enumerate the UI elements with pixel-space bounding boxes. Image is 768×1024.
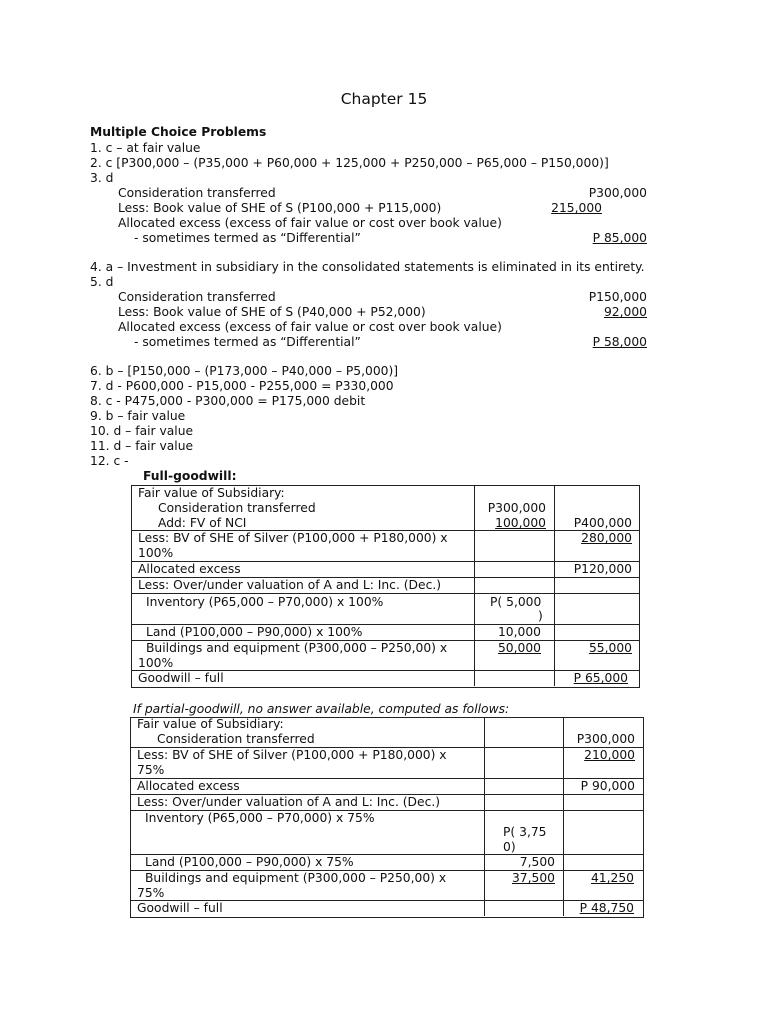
answer-5: 5. d xyxy=(90,275,114,289)
pg-row-goodwill: Goodwill – full xyxy=(137,901,223,915)
pg-row-land: Land (P100,000 – P90,000) x 75% xyxy=(145,855,354,869)
answer-11: 11. d – fair value xyxy=(90,439,194,453)
q3-value-4: P 85,000 xyxy=(592,231,647,245)
q3-value-1: P300,000 xyxy=(588,186,647,200)
answer-12: 12. c - xyxy=(90,454,129,468)
q5-value-2: 92,000 xyxy=(603,305,647,319)
pg-row-fair-value: Fair value of Subsidiary: xyxy=(137,717,284,731)
q3-line-3: Allocated excess (excess of fair value or cost over book value) xyxy=(118,216,502,230)
pg-allocated-excess-value: P 90,000 xyxy=(580,779,635,793)
pg-bv-she-value: 210,000 xyxy=(584,748,635,762)
fg-goodwill-value: P 65,000 xyxy=(573,671,628,685)
pg-land-value: 7,500 xyxy=(519,855,555,869)
q5-line-4: - sometimes termed as “Differential” xyxy=(134,335,361,349)
pg-row-consideration: Consideration transferred xyxy=(157,732,315,746)
answer-7: 7. d - P600,000 - P15,000 - P255,000 = P330,000 xyxy=(90,379,394,393)
fg-land-value: 10,000 xyxy=(497,625,541,639)
section-heading: Multiple Choice Problems xyxy=(90,125,267,139)
fg-bv-she-value: 280,000 xyxy=(581,531,632,545)
page-title: Chapter 15 xyxy=(340,90,428,108)
q3-line-4: - sometimes termed as “Differential” xyxy=(134,231,361,245)
pg-goodwill-value: P 48,750 xyxy=(579,901,634,915)
q3-line-2: Less: Book value of SHE of S (P100,000 + P115,000) xyxy=(118,201,442,215)
answer-1: 1. c – at fair value xyxy=(90,141,201,155)
full-goodwill-heading: Full-goodwill: xyxy=(143,469,237,483)
partial-goodwill-heading: If partial-goodwill, no answer available, computed as follows: xyxy=(133,702,510,716)
fg-row-buildings-pct: 100% xyxy=(138,656,174,670)
fg-row-allocated-excess: Allocated excess xyxy=(138,562,241,576)
pg-inventory-value: P( 3,75 xyxy=(503,825,547,839)
q5-value-4: P 58,000 xyxy=(592,335,647,349)
q5-line-1: Consideration transferred xyxy=(118,290,276,304)
answer-3: 3. d xyxy=(90,171,114,185)
fg-inventory-value-cont: ) xyxy=(538,609,543,623)
fg-nci-value: 100,000 xyxy=(495,516,546,530)
pg-inventory-value-cont: 0) xyxy=(503,840,516,854)
pg-row-inventory: Inventory (P65,000 – P70,000) x 75% xyxy=(145,811,375,825)
fg-row-bv-she-pct: 100% xyxy=(138,546,174,560)
pg-row-buildings-pct: 75% xyxy=(137,886,165,900)
fg-adjustments-total: 55,000 xyxy=(588,641,632,655)
pg-buildings-value: 37,500 xyxy=(511,871,555,885)
fg-row-over-under: Less: Over/under valuation of A and L: Inc. (Dec.) xyxy=(138,578,442,592)
pg-row-bv-she-pct: 75% xyxy=(137,763,165,777)
fg-row-bv-she: Less: BV of SHE of Silver (P100,000 + P180,000) x xyxy=(138,531,448,545)
fg-row-nci: Add: FV of NCI xyxy=(158,516,247,530)
pg-row-over-under: Less: Over/under valuation of A and L: Inc. (Dec.) xyxy=(137,795,441,809)
answer-2: 2. c [P300,000 – (P35,000 + P60,000 + 125,000 + P250,000 – P65,000 – P150,000)] xyxy=(90,156,609,170)
fg-consideration-value: P300,000 xyxy=(487,501,546,515)
fg-allocated-excess-value: P120,000 xyxy=(573,562,632,576)
pg-consideration-value: P300,000 xyxy=(576,732,635,746)
q3-value-2: 215,000 xyxy=(551,201,602,215)
fg-row-goodwill: Goodwill – full xyxy=(138,671,224,685)
fg-row-buildings: Buildings and equipment (P300,000 – P250,00) x xyxy=(146,641,448,655)
pg-row-bv-she: Less: BV of SHE of Silver (P100,000 + P180,000) x xyxy=(137,748,447,762)
q3-line-1: Consideration transferred xyxy=(118,186,276,200)
fg-row-land: Land (P100,000 – P90,000) x 100% xyxy=(146,625,363,639)
pg-row-allocated-excess: Allocated excess xyxy=(137,779,240,793)
answer-8: 8. c - P475,000 - P300,000 = P175,000 debit xyxy=(90,394,366,408)
q5-line-2: Less: Book value of SHE of S (P40,000 + P52,000) xyxy=(118,305,426,319)
q5-line-3: Allocated excess (excess of fair value or cost over book value) xyxy=(118,320,502,334)
fg-total-fair-value: P400,000 xyxy=(573,516,632,530)
fg-row-consideration: Consideration transferred xyxy=(158,501,316,515)
answer-10: 10. d – fair value xyxy=(90,424,194,438)
answer-4: 4. a – Investment in subsidiary in the consolidated statements is eliminated in its entirety. xyxy=(90,260,645,274)
fg-row-fair-value: Fair value of Subsidiary: xyxy=(138,486,285,500)
answer-6: 6. b – [P150,000 – (P173,000 – P40,000 – P5,000)] xyxy=(90,364,399,378)
fg-row-inventory: Inventory (P65,000 – P70,000) x 100% xyxy=(146,595,384,609)
answer-9: 9. b – fair value xyxy=(90,409,186,423)
pg-adjustments-total: 41,250 xyxy=(590,871,634,885)
pg-row-buildings: Buildings and equipment (P300,000 – P250,00) x xyxy=(145,871,447,885)
q5-value-1: P150,000 xyxy=(588,290,647,304)
fg-buildings-value: 50,000 xyxy=(497,641,541,655)
fg-inventory-value: P( 5,000 xyxy=(490,595,542,609)
